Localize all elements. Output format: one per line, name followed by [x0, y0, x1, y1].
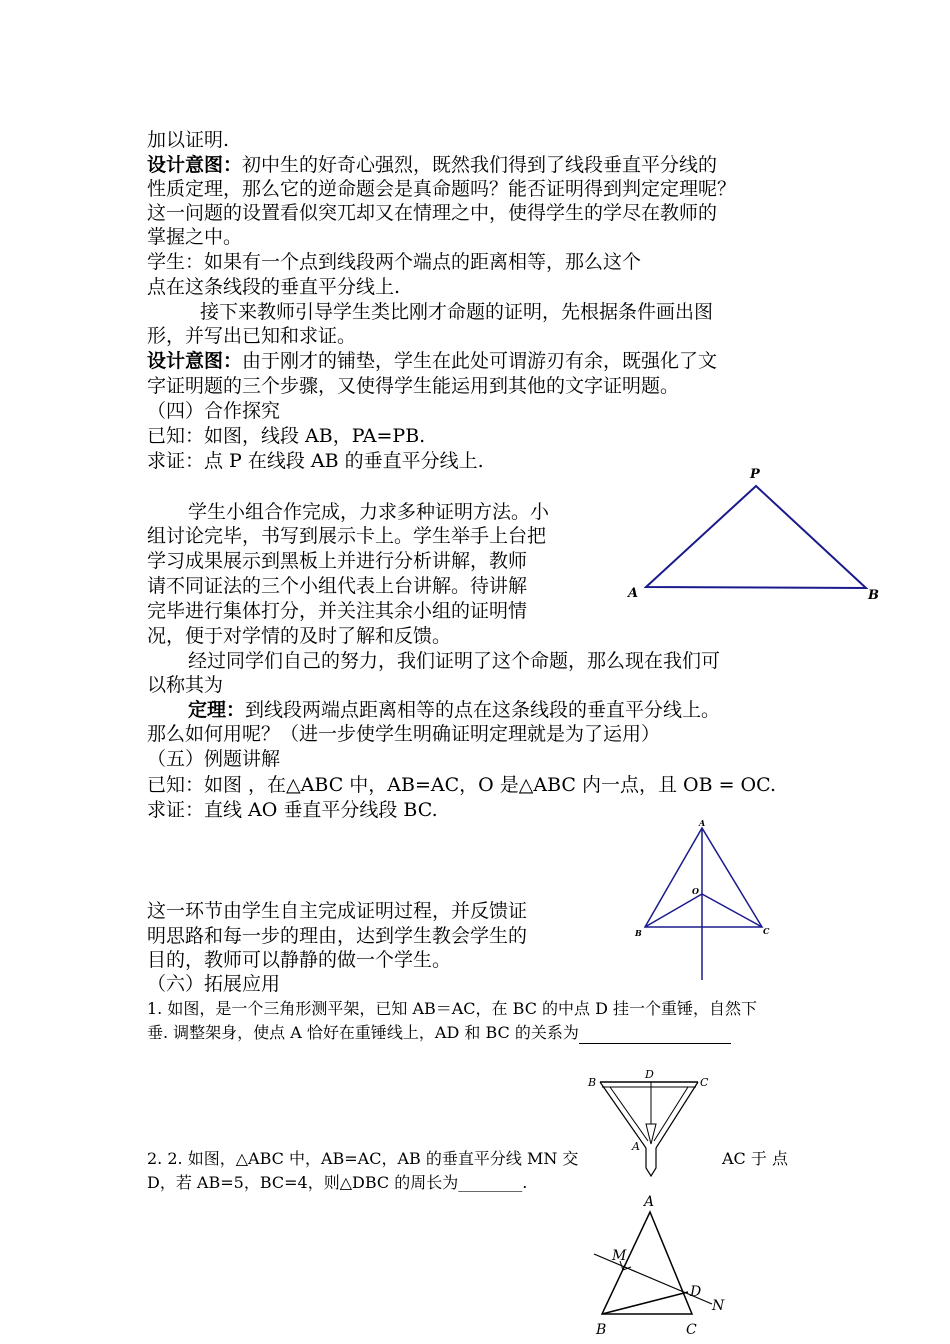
text-line: 经过同学们自己的努力，我们证明了这个命题，那么现在我们可 — [188, 650, 721, 672]
triangle-pab — [646, 486, 866, 588]
frame-handle — [646, 1148, 656, 1176]
answer-blank — [579, 1027, 731, 1044]
label-p: P — [750, 467, 760, 482]
text-line — [147, 153, 717, 177]
text-line: 这一问题的设置看似突兀却又在情理之中，使得学生的学尽在教师的 — [147, 202, 718, 224]
text-line: 字证明题的三个步骤，又使得学生能运用到其他的文字证明题。 — [147, 375, 680, 397]
triangle-pab-figure — [620, 460, 890, 610]
label-b: B — [868, 588, 879, 603]
text-line: 已知：如图，线段 AB，PA=PB. — [147, 425, 426, 447]
text-span: 初中生的好奇心强烈，既然我们得到了线段垂直平分线的 — [242, 154, 718, 176]
label-c: C — [686, 1322, 697, 1338]
text-line — [188, 698, 720, 722]
label-d: D — [645, 1068, 654, 1081]
theorem-label: 定理： — [188, 699, 246, 721]
label-m: M — [612, 1248, 627, 1264]
section-heading: （四）合作探究 — [147, 400, 281, 422]
frame-left-inner — [610, 1087, 648, 1141]
label-a: A — [628, 586, 639, 601]
design-intent-label: 设计意图： — [147, 350, 243, 372]
text-line: 那么如何用呢？（进一步使学生明确证明定理就是为了运用） — [147, 723, 661, 745]
frame-left-outer — [600, 1082, 646, 1148]
section-heading: （五）例题讲解 — [147, 748, 281, 770]
text-line: 形，并写出已知和求证。 — [147, 325, 357, 347]
text-line: 加以证明. — [147, 129, 230, 151]
text-line: 完毕进行集体打分，并关注其余小组的证明情 — [147, 600, 528, 622]
text-line: 已知：如图 ，在△ABC 中，AB=AC，O 是△ABC 内一点，且 OB = OC. — [147, 774, 777, 796]
label-b: B — [635, 928, 642, 938]
text-line: 点在这条线段的垂直平分线上. — [147, 276, 401, 298]
text-line: 请不同证法的三个小组代表上台讲解。待讲解 — [147, 575, 528, 597]
label-d: D — [690, 1284, 702, 1300]
label-b: B — [588, 1076, 597, 1089]
label-a: A — [699, 818, 706, 828]
frame-right-inner — [654, 1087, 688, 1141]
segment-bd — [602, 1292, 688, 1314]
text-line: 况，便于对学情的及时了解和反馈。 — [147, 625, 452, 647]
segment-bo — [645, 894, 702, 927]
label-a: A — [644, 1194, 655, 1210]
text-line: 性质定理，那么它的逆命题会是真命题吗？能否证明得到判定定理呢？ — [147, 178, 737, 200]
text-line — [147, 1022, 731, 1044]
text-line: 接下来教师引导学生类比刚才命题的证明，先根据条件画出图 — [200, 301, 714, 323]
text-line: 明思路和每一步的理由，达到学生教会学生的 — [147, 925, 528, 947]
triangle-abc — [645, 828, 762, 927]
text-line: 求证：点 P 在线段 AB 的垂直平分线上. — [147, 450, 484, 472]
text-line: 组讨论完毕，书写到展示卡上。学生举手上台把 — [147, 525, 547, 547]
segment-co — [702, 894, 762, 927]
label-n: N — [712, 1298, 725, 1314]
text-line: 1. 如图，是一个三角形测平架，已知 AB＝AC，在 BC 的中点 D 挂一个重锤，自然下 — [147, 999, 758, 1018]
text-span: 由于刚才的铺垫，学生在此处可谓游刃有余，既强化了文 — [242, 350, 718, 372]
text-line: 2. 2. 如图，△ABC 中，AB=AC，AB 的垂直平分线 MN 交 — [147, 1149, 579, 1168]
label-o: O — [692, 886, 699, 896]
label-a: A — [632, 1140, 640, 1153]
text-line: 学生：如果有一个点到线段两个端点的距离相等，那么这个 — [147, 251, 642, 273]
text-span: 到线段两端点距离相等的点在这条线段的垂直平分线上。 — [245, 699, 721, 721]
frame-right-outer — [656, 1082, 698, 1148]
leveling-frame-figure — [580, 1064, 730, 1180]
text-line: 学习成果展示到黑板上并进行分析讲解，教师 — [147, 550, 528, 572]
text-line: AC 于 点 — [722, 1149, 788, 1168]
triangle-abc-point-o-figure — [630, 814, 780, 986]
text-span: 垂. 调整架身，使点 A 恰好在重锤线上，AD 和 BC 的关系为 — [147, 1023, 579, 1042]
text-line: 这一环节由学生自主完成证明过程，并反馈证 — [147, 900, 528, 922]
text-line: 求证：直线 AO 垂直平分线段 BC. — [147, 799, 438, 821]
text-line — [147, 349, 717, 373]
label-c: C — [763, 926, 770, 936]
section-heading: （六）拓展应用 — [147, 973, 281, 995]
text-line: 以称其为 — [147, 674, 224, 696]
text-line: D，若 AB=5，BC=4，则△DBC 的周长为________. — [147, 1173, 528, 1192]
text-line: 学生小组合作完成，力求多种证明方法。小 — [188, 501, 550, 523]
text-line: 目的，教师可以静静的做一个学生。 — [147, 949, 452, 971]
text-line: 掌握之中。 — [147, 226, 243, 248]
design-intent-label: 设计意图： — [147, 154, 243, 176]
label-b: B — [596, 1322, 607, 1338]
label-c: C — [700, 1076, 709, 1089]
perpendicular-bisector-figure — [580, 1192, 740, 1344]
